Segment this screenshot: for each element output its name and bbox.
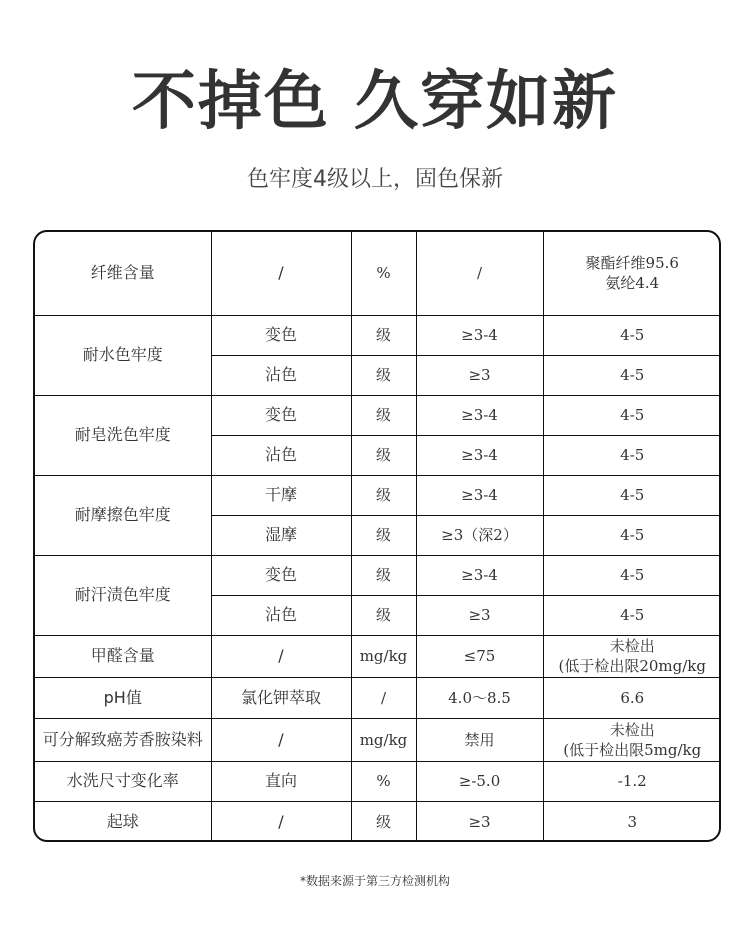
- test-item-cell: pH值: [35, 677, 211, 718]
- table-row: [35, 555, 721, 595]
- result-line: 未检出: [609, 720, 655, 739]
- test-condition-cell: 直向: [211, 761, 351, 801]
- result-line: 聚酯纤维95.6: [585, 254, 679, 273]
- standard-cell: ≥-5.0: [416, 761, 543, 801]
- unit-cell: mg/kg: [351, 718, 416, 761]
- test-item-cell: 耐皂洗色牢度: [35, 395, 211, 475]
- test-condition-cell: 干摩: [211, 475, 351, 515]
- test-condition-cell: /: [211, 232, 351, 315]
- test-condition-cell: 沾色: [211, 435, 351, 475]
- test-condition-cell: 沾色: [211, 355, 351, 395]
- test-condition-cell: /: [211, 718, 351, 761]
- test-condition-cell: 变色: [211, 395, 351, 435]
- unit-cell: 级: [351, 555, 416, 595]
- standard-cell: 禁用: [416, 718, 543, 761]
- test-item-cell: 纤维含量: [35, 232, 211, 315]
- result-cell: 4-5: [543, 435, 721, 475]
- test-condition-cell: 变色: [211, 555, 351, 595]
- test-report-table: [35, 232, 721, 842]
- test-item-cell: 可分解致癌芳香胺染料: [35, 718, 211, 761]
- test-condition-cell: /: [211, 801, 351, 842]
- unit-cell: /: [351, 677, 416, 718]
- result-line: 未检出: [609, 637, 655, 655]
- standard-cell: 4.0～8.5: [416, 677, 543, 718]
- unit-cell: 级: [351, 355, 416, 395]
- table-row: [35, 761, 721, 801]
- unit-cell: 级: [351, 515, 416, 555]
- result-cell: 4-5: [543, 355, 721, 395]
- result-line: (低于检出限20mg/kg: [558, 657, 706, 675]
- standard-cell: ≤75: [416, 635, 543, 677]
- result-cell: [543, 718, 721, 761]
- standard-cell: ≥3: [416, 801, 543, 842]
- table-row: [35, 677, 721, 718]
- test-report-table-container: [33, 230, 721, 842]
- test-item-cell: 甲醛含量: [35, 635, 211, 677]
- test-item-cell: 耐摩擦色牢度: [35, 475, 211, 555]
- result-cell: 4-5: [543, 395, 721, 435]
- standard-cell: /: [416, 232, 543, 315]
- standard-cell: ≥3（深2）: [416, 515, 543, 555]
- result-cell: 3: [543, 801, 721, 842]
- table-row: [35, 395, 721, 435]
- standard-cell: ≥3-4: [416, 475, 543, 515]
- test-condition-cell: 沾色: [211, 595, 351, 635]
- test-condition-cell: 变色: [211, 315, 351, 355]
- test-item-cell: 耐汗渍色牢度: [35, 555, 211, 635]
- unit-cell: 级: [351, 315, 416, 355]
- table-row: [35, 801, 721, 842]
- result-cell: [543, 635, 721, 677]
- unit-cell: 级: [351, 475, 416, 515]
- standard-cell: ≥3-4: [416, 395, 543, 435]
- table-row: [35, 635, 721, 677]
- result-cell: 4-5: [543, 515, 721, 555]
- test-condition-cell: 氯化钾萃取: [211, 677, 351, 718]
- page-title: 不掉色 久穿如新: [131, 65, 619, 139]
- result-cell: -1.2: [543, 761, 721, 801]
- test-condition-cell: 湿摩: [211, 515, 351, 555]
- standard-cell: ≥3-4: [416, 555, 543, 595]
- result-cell: 4-5: [543, 315, 721, 355]
- result-cell: 4-5: [543, 595, 721, 635]
- result-line: (低于检出限5mg/kg: [563, 740, 702, 759]
- unit-cell: 级: [351, 435, 416, 475]
- result-cell: 4-5: [543, 475, 721, 515]
- table-row: [35, 232, 721, 315]
- test-condition-cell: /: [211, 635, 351, 677]
- table-row: [35, 315, 721, 355]
- result-line: 氨纶4.4: [605, 274, 660, 293]
- test-item-cell: 水洗尺寸变化率: [35, 761, 211, 801]
- unit-cell: %: [351, 761, 416, 801]
- result-cell: 4-5: [543, 555, 721, 595]
- standard-cell: ≥3-4: [416, 435, 543, 475]
- standard-cell: ≥3-4: [416, 315, 543, 355]
- standard-cell: ≥3: [416, 595, 543, 635]
- test-item-cell: 耐水色牢度: [35, 315, 211, 395]
- table-row: [35, 475, 721, 515]
- result-cell: [543, 232, 721, 315]
- result-cell: 6.6: [543, 677, 721, 718]
- unit-cell: mg/kg: [351, 635, 416, 677]
- unit-cell: 级: [351, 595, 416, 635]
- data-source-footnote: *数据来源于第三方检测机构: [299, 874, 450, 888]
- unit-cell: 级: [351, 395, 416, 435]
- table-row: [35, 718, 721, 761]
- page-subtitle: 色牢度4级以上，固色保新: [247, 167, 503, 192]
- test-item-cell: 起球: [35, 801, 211, 842]
- unit-cell: 级: [351, 801, 416, 842]
- standard-cell: ≥3: [416, 355, 543, 395]
- unit-cell: %: [351, 232, 416, 315]
